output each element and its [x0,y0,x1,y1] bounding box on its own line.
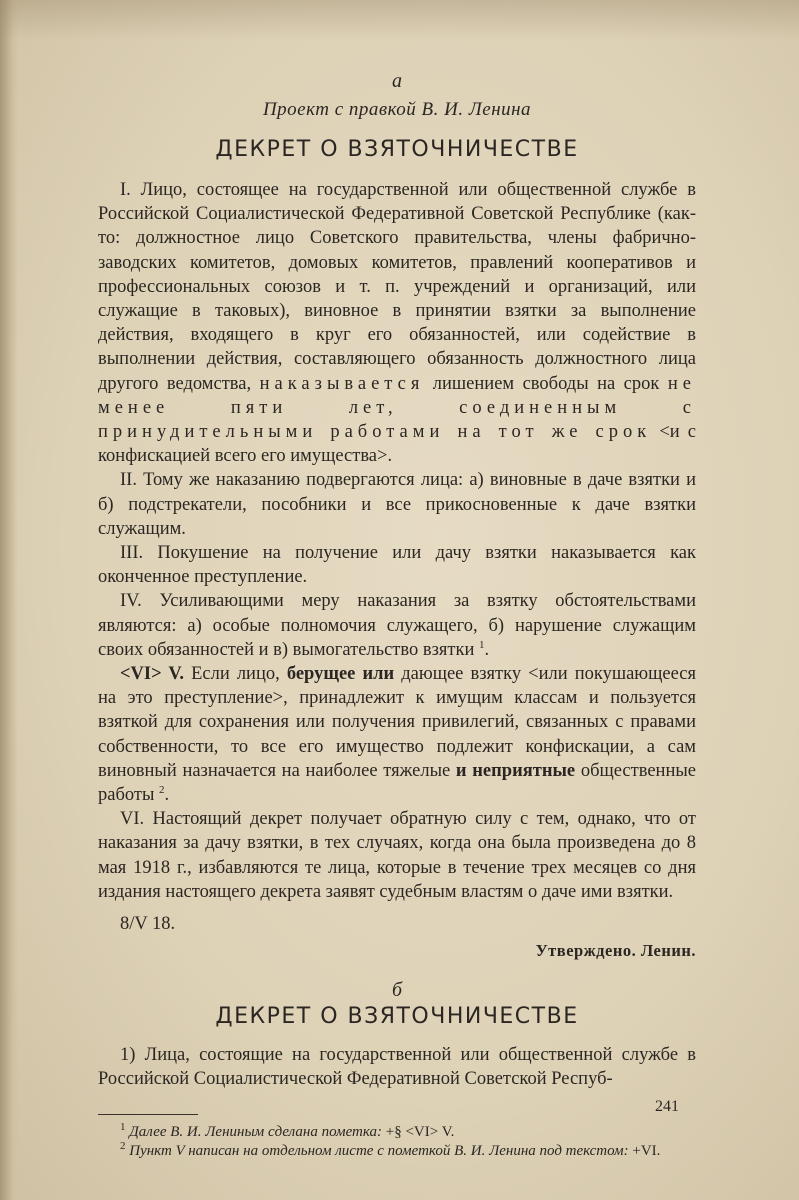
footnote-text: Далее В. И. Лениным сделана пометка: [129,1123,383,1140]
footnote-number: 1 [120,1120,126,1133]
page-top-shadow [0,0,799,40]
paragraph-2: II. Тому же наказанию подвергаются лица: а) виновные в даче взятки и б) подстрекатели, пособники и все прикосновенные к даче взятки служащим. [98,470,696,539]
footnote-ref-2: 2 [159,783,165,796]
footnote-1 [98,1120,696,1142]
section-letter-a: а [392,70,402,92]
spaced-emphasis-b: не менее пяти лет, соединенным с принудительными работами на тот же срок [98,373,696,443]
paragraph-5-text-a: Если лицо, [184,664,287,685]
footnote-mark: +§ <VI> V. [382,1123,455,1140]
page-spine-shadow [0,0,18,1200]
paragraph-b-1: 1) Лица, состоящие на государственной или общественной службе в Российской Социалистической Федеративной Советской Респуб- [98,1045,696,1090]
draft-subtitle: Проект с правкой В. И. Ленина [262,99,532,120]
paragraph-5-text-b: дающее взятку <или покушающееся на это преступление>, принадлежит к имущим классам и пользуется взяткой для сохранения или получения привилегий, связанных с правами собственности, то все его имущество подлежит конфискации, а сам виновный назначается на наиболее тяжелые [98,664,696,781]
paragraph-5-end: . [164,785,170,806]
bold-marker: <VI> V. [120,664,184,685]
footnote-ref-1: 1 [479,638,485,651]
paragraph-5 [98,662,696,807]
footnote-mark: +VI. [628,1142,661,1159]
footnote-divider [98,1114,198,1115]
decree-title-a: ДЕКРЕТ О ВЗЯТОЧНИЧЕСТВЕ [215,137,579,162]
paragraph-3: III. Покушение на получение или дачу взятки наказывается как оконченное преступление. [98,543,696,588]
paragraph-4-end: . [484,639,490,660]
bold-insert-b: и неприятные [455,760,576,781]
paragraph-1-text: I. Лицо, состоящее на государственной или общественной службе в Российской Социалистической Федеративной Советской Республике (как-то: должностное лицо Советского правительства, члены фабрично-заводских комитетов, домовых комитетов, правлений кооперативов и профессиональных союзов и т. п. учреждений и организаций, или служащие в таковых), виновное в принятии взятки за выполнение действия, входящего в круг его обязанностей, или содействие в выполнении действия, составляющего обязанность должностного лица другого ведомства, [98,180,696,394]
paragraph-4-text: IV. Усиливающими меру наказания за взятку обстоятельствами являются: а) особые полномочия служащего, б) нарушение служащим своих обязанностей и в) вымогательство взятки [98,591,696,660]
page-number: 241 [655,1098,679,1115]
paragraph-1-text-b: лишением свободы на срок [424,373,668,394]
page-content [98,70,696,1161]
paragraph-6: VI. Настоящий декрет получает обратную силу с тем, однако, что от наказания за дачу взятки, в тех случаях, когда она была произведена до 8 мая 1918 г., избавляются те лица, которые в течение трех месяцев со дня издания настоящего декрета заявят судебным властям о даче ими взятки. [98,809,696,902]
approval-signature: Утверждено. Ленин. [535,941,696,961]
paragraph-1 [98,178,696,468]
section-letter-b: б [391,979,403,1002]
spaced-emphasis: наказывается [259,373,425,394]
decree-title-b: ДЕКРЕТ О ВЗЯТОЧНИЧЕСТВЕ [215,1004,579,1030]
paragraph-5-text-c: общественные работы [98,760,696,806]
footnote-2 [98,1139,696,1161]
paragraph-4 [98,589,696,662]
paragraph-1-text-c: <и с конфискацией всего его имущества>. [98,422,696,467]
decree-date: 8/V 18. [120,914,176,935]
footnote-number: 2 [120,1139,126,1152]
bold-insert: берущее или [286,664,395,685]
footnote-text: Пункт V написан на отдельном листе с пометкой В. И. Ленина под текстом: [129,1142,629,1159]
